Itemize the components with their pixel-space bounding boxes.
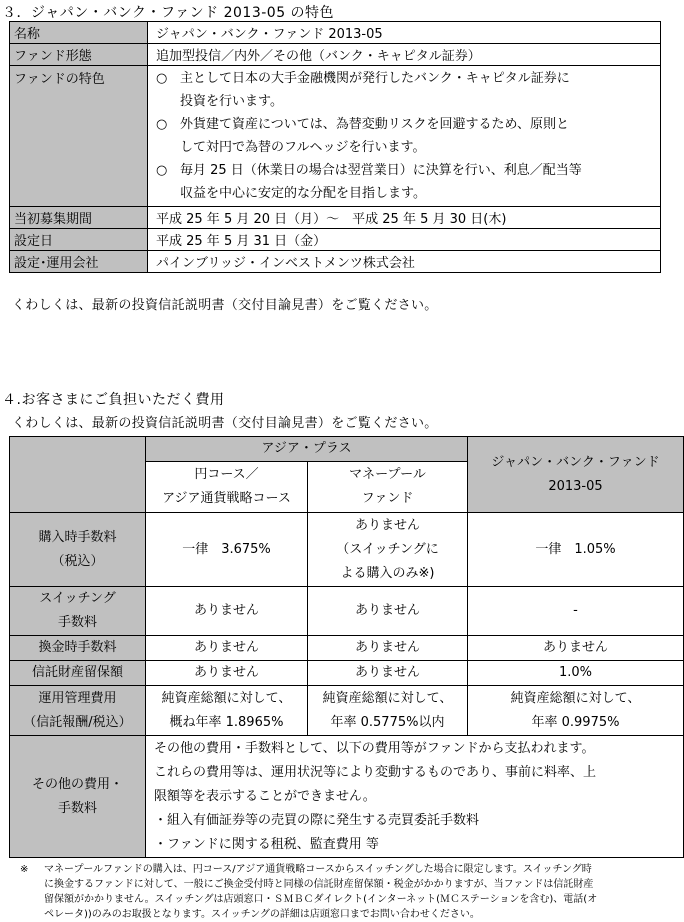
list-item	[156, 67, 660, 113]
text-line: その他の費用・手数料として、以下の費用等がファンドから支払われます。	[154, 740, 595, 756]
purchase-money-pool-value	[308, 513, 468, 587]
footnote-line: に換金するファンドに対して、一般にご換金受付時と同様の信託財産留保額・税金がかかりますが、当ファンドは信託財産	[44, 879, 594, 890]
value-line: 年率 0.9975%	[531, 714, 620, 730]
row-label-company: 設定･運用会社	[10, 251, 148, 273]
company-value: パインブリッジ・インベストメンツ株式会社	[148, 251, 661, 273]
section4-note: くわしくは、最新の投資信託説明書（交付目論見書）をご覧ください。	[12, 416, 438, 431]
fees-table	[9, 436, 684, 858]
management-japan-bank-value	[468, 686, 684, 736]
feature-text: して対円で為替のフルヘッジを行います。	[180, 140, 426, 155]
purchase-japan-bank-value: 一律 1.05%	[468, 513, 684, 587]
value-line: よる購入のみ※)	[340, 565, 435, 581]
header-japan-bank-line1: ジャパン・バンク・ファンド	[491, 454, 660, 470]
table-row	[10, 636, 684, 661]
section3-title: ３．ジャパン・バンク・ファンド 2013-05 の特色	[2, 5, 335, 21]
switching-japan-bank-value: -	[468, 587, 684, 636]
footnote	[20, 862, 680, 922]
header-yen-course	[146, 462, 308, 513]
setup-date-value: 平成 25 年 5 月 31 日（金）	[148, 229, 661, 251]
management-money-pool-value	[308, 686, 468, 736]
footnote-line: ペレータ))のみのお取扱となります。スイッチングの詳細は店頭窓口までお問い合わせください。	[44, 909, 480, 920]
table-row	[10, 44, 661, 66]
value-line: 年率 0.5775%以内	[330, 714, 445, 730]
list-item	[156, 159, 660, 205]
purchase-yen-value: 一律 3.675%	[146, 513, 308, 587]
row-label-setup: 設定日	[10, 229, 148, 251]
header-yen-course-line2: アジア通貨戦略コース	[162, 491, 291, 506]
redemption-japan-bank-value: ありません	[468, 636, 684, 661]
row-label-reserve: 信託財産留保額	[10, 661, 146, 686]
offering-period-value: 平成 25 年 5 月 20 日（月）～ 平成 25 年 5 月 30 日(木)	[148, 207, 661, 229]
footnote-line: マネープールファンドの購入は、円コース/アジア通貨戦略コースからスイッチングした場合に限定します。スイッチング時	[44, 864, 592, 875]
redemption-yen-value: ありません	[146, 636, 308, 661]
row-label-offering: 当初募集期間	[10, 207, 148, 229]
management-yen-value	[146, 686, 308, 736]
label-line: （税込）	[51, 553, 104, 569]
reserve-japan-bank-value: 1.0%	[468, 661, 684, 686]
fund-type-value: 追加型投信／内外／その他（バンク・キャピタル証券）	[148, 44, 661, 66]
switching-yen-value: ありません	[146, 587, 308, 636]
section4-title: ４.お客さまにご負担いただく費用	[2, 392, 225, 408]
value-line: （スイッチングに	[336, 541, 439, 557]
table-row	[10, 736, 684, 858]
footnote-mark: ※	[20, 864, 29, 875]
label-line: 手数料	[57, 615, 97, 630]
text-line: これらの費用等は、運用状況等により変動するものであり、事前に料率、上	[154, 764, 597, 780]
header-money-pool-line1: マネープール	[349, 467, 426, 482]
footnote-text	[44, 862, 680, 922]
table-row	[10, 437, 684, 462]
table-row	[10, 661, 684, 686]
value-line: 純資産総額に対して、	[161, 690, 292, 706]
header-money-pool	[308, 462, 468, 513]
table-row	[10, 22, 661, 44]
label-line: 運用管理費用	[38, 690, 117, 706]
row-label-redemption: 換金時手数料	[10, 636, 146, 661]
features-list	[148, 66, 661, 207]
header-japan-bank	[468, 437, 684, 513]
label-line: スイッチング	[39, 591, 116, 606]
row-label-other	[10, 736, 146, 858]
circle-bullet-icon: ○	[156, 117, 168, 132]
table-row	[10, 251, 661, 273]
label-line: その他の費用・	[31, 776, 123, 792]
label-line: （信託報酬/税込）	[23, 714, 132, 730]
footnote-line: 留保額がかかりません。スイッチングは店頭窓口・ＳＭＢＣダイレクト(インターネット(ＭＣステーションを含む)、電話(オ	[44, 894, 598, 905]
feature-text: 外貨建て資産については、為替変動リスクを回避するため、原則と	[180, 117, 569, 132]
header-yen-course-line1: 円コース／	[194, 467, 259, 482]
switching-money-pool-value: ありません	[308, 587, 468, 636]
feature-text: 投資を行います。	[180, 94, 283, 109]
reserve-yen-value: ありません	[146, 661, 308, 686]
circle-bullet-icon: ○	[156, 71, 168, 86]
value-line: ありません	[354, 517, 420, 533]
text-line: ・ファンドに関する租税、監査費用 等	[154, 836, 379, 852]
feature-text: 主として日本の大手金融機関が発行したバンク・キャピタル証券に	[180, 71, 570, 86]
table-row	[10, 587, 684, 636]
table-row	[10, 66, 661, 207]
text-line: ・組入有価証券等の売買の際に発生する売買委託手数料	[154, 812, 480, 828]
redemption-money-pool-value: ありません	[308, 636, 468, 661]
row-label-type: ファンド形態	[10, 44, 148, 66]
row-label-name: 名称	[10, 22, 148, 44]
value-line: 純資産総額に対して、	[322, 690, 453, 706]
text-line: 限額等を表示することができません。	[154, 788, 376, 804]
list-item	[156, 113, 660, 159]
feature-text: 収益を中心に安定的な分配を目指します。	[180, 186, 426, 201]
header-asia-plus: アジア・プラス	[146, 437, 468, 462]
row-label-management	[10, 686, 146, 736]
section3-note: くわしくは、最新の投資信託説明書（交付目論見書）をご覧ください。	[12, 298, 438, 313]
header-blank-cell	[10, 437, 146, 513]
label-line: 購入時手数料	[38, 529, 117, 545]
header-japan-bank-line2: 2013-05	[548, 478, 603, 494]
header-money-pool-line2: ファンド	[361, 491, 414, 506]
row-label-purchase	[10, 513, 146, 587]
table-row	[10, 229, 661, 251]
circle-bullet-icon: ○	[156, 163, 168, 178]
row-label-features: ファンドの特色	[10, 66, 148, 207]
table-row	[10, 686, 684, 736]
value-line: 概ね年率 1.8965%	[169, 714, 284, 730]
fund-features-table	[9, 21, 661, 273]
table-row	[10, 513, 684, 587]
value-line: 純資産総額に対して、	[510, 690, 641, 706]
other-fees-text	[146, 736, 684, 858]
label-line: 手数料	[57, 800, 97, 816]
fund-name-value: ジャパン・バンク・ファンド 2013-05	[148, 22, 661, 44]
reserve-money-pool-value: ありません	[308, 661, 468, 686]
table-row	[10, 207, 661, 229]
feature-text: 毎月 25 日（休業日の場合は翌営業日）に決算を行い、利息／配当等	[180, 163, 582, 178]
row-label-switching	[10, 587, 146, 636]
